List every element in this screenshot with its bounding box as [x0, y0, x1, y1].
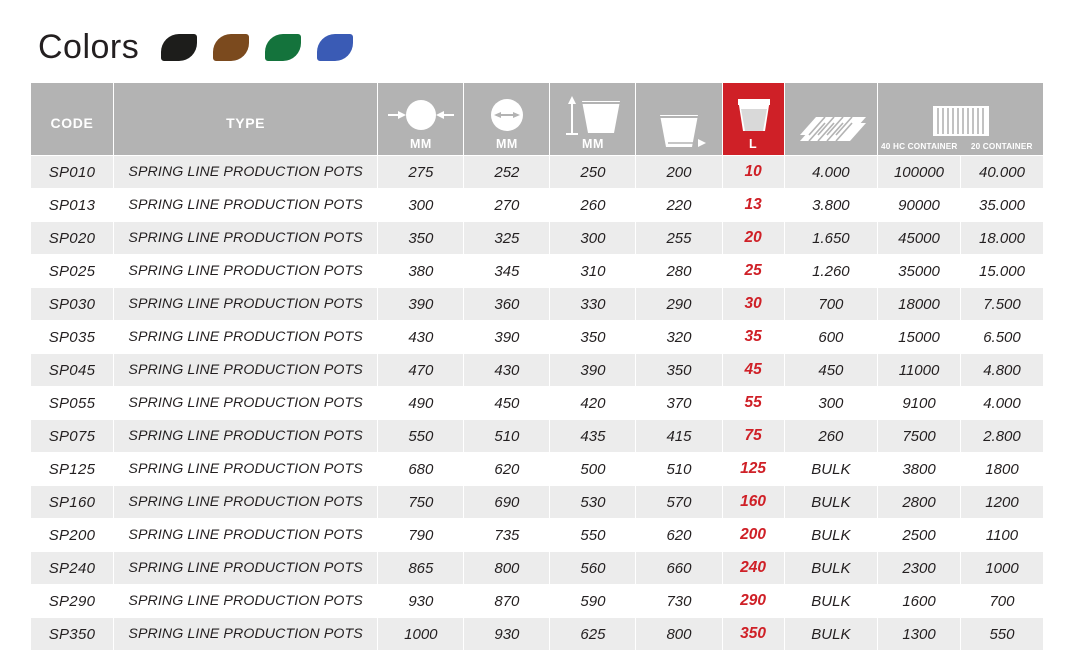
- cell-h2: 415: [636, 420, 722, 453]
- cell-type: SPRING LINE PRODUCTION POTS: [113, 486, 377, 519]
- cell-l: 25: [722, 255, 784, 288]
- cell-d1: 865: [378, 552, 464, 585]
- colors-header: [30, 18, 1044, 76]
- unit-label-mm: MM: [582, 137, 604, 151]
- cell-c40: 7500: [878, 420, 961, 453]
- cell-c20: 1800: [960, 453, 1043, 486]
- cell-h: 625: [550, 618, 636, 651]
- table-row: [31, 189, 1044, 222]
- cell-d1: 550: [378, 420, 464, 453]
- column-header-volume: [722, 83, 784, 156]
- cell-code: SP055: [31, 387, 114, 420]
- cell-c40: 1300: [878, 618, 961, 651]
- column-header-pallet: [784, 83, 877, 156]
- outer-diameter-icon: [378, 87, 463, 137]
- cell-d2: 430: [464, 354, 550, 387]
- cell-code: SP045: [31, 354, 114, 387]
- cell-d2: 270: [464, 189, 550, 222]
- blue-leaf-swatch[interactable]: [317, 34, 353, 61]
- cell-l: 10: [722, 156, 784, 189]
- cell-l: 350: [722, 618, 784, 651]
- cell-c20: 550: [960, 618, 1043, 651]
- cell-c20: 4.000: [960, 387, 1043, 420]
- cell-pallet: 700: [784, 288, 877, 321]
- cell-d1: 300: [378, 189, 464, 222]
- container-icon: [878, 92, 1043, 142]
- cell-d1: 390: [378, 288, 464, 321]
- cell-h2: 730: [636, 585, 722, 618]
- cell-pallet: 3.800: [784, 189, 877, 222]
- cell-c40: 2500: [878, 519, 961, 552]
- cell-h: 390: [550, 354, 636, 387]
- cell-pallet: BULK: [784, 453, 877, 486]
- cell-type: SPRING LINE PRODUCTION POTS: [113, 321, 377, 354]
- cell-l: 240: [722, 552, 784, 585]
- pallet-icon: [785, 101, 877, 151]
- table-row: [31, 321, 1044, 354]
- table-row: [31, 453, 1044, 486]
- cell-c40: 11000: [878, 354, 961, 387]
- cell-h: 560: [550, 552, 636, 585]
- cell-h: 500: [550, 453, 636, 486]
- cell-l: 75: [722, 420, 784, 453]
- table-row: [31, 420, 1044, 453]
- cell-c40: 3800: [878, 453, 961, 486]
- cell-h: 310: [550, 255, 636, 288]
- cell-d1: 380: [378, 255, 464, 288]
- cell-l: 30: [722, 288, 784, 321]
- cell-l: 125: [722, 453, 784, 486]
- cell-type: SPRING LINE PRODUCTION POTS: [113, 354, 377, 387]
- cell-pallet: BULK: [784, 618, 877, 651]
- table-row: [31, 255, 1044, 288]
- cell-type: SPRING LINE PRODUCTION POTS: [113, 222, 377, 255]
- cell-pallet: 450: [784, 354, 877, 387]
- cell-h2: 620: [636, 519, 722, 552]
- cell-type: SPRING LINE PRODUCTION POTS: [113, 189, 377, 222]
- color-swatch-list: [161, 34, 353, 61]
- cell-h: 530: [550, 486, 636, 519]
- cell-code: SP075: [31, 420, 114, 453]
- table-header-row: [31, 83, 1044, 156]
- cell-pallet: BULK: [784, 552, 877, 585]
- table-row: [31, 354, 1044, 387]
- cell-d2: 450: [464, 387, 550, 420]
- cell-pallet: BULK: [784, 486, 877, 519]
- cell-code: SP125: [31, 453, 114, 486]
- column-header-top-diameter: [378, 83, 464, 156]
- cell-d2: 510: [464, 420, 550, 453]
- cell-pallet: BULK: [784, 519, 877, 552]
- cell-h: 350: [550, 321, 636, 354]
- cell-l: 35: [722, 321, 784, 354]
- cell-d1: 275: [378, 156, 464, 189]
- cell-h2: 220: [636, 189, 722, 222]
- cell-l: 13: [722, 189, 784, 222]
- cell-d1: 470: [378, 354, 464, 387]
- cell-type: SPRING LINE PRODUCTION POTS: [113, 585, 377, 618]
- cell-h2: 290: [636, 288, 722, 321]
- cell-type: SPRING LINE PRODUCTION POTS: [113, 156, 377, 189]
- table-row: [31, 288, 1044, 321]
- cell-d1: 680: [378, 453, 464, 486]
- table-row: [31, 552, 1044, 585]
- cell-h2: 350: [636, 354, 722, 387]
- cell-h2: 320: [636, 321, 722, 354]
- cell-code: SP013: [31, 189, 114, 222]
- cell-c20: 7.500: [960, 288, 1043, 321]
- cell-d2: 690: [464, 486, 550, 519]
- product-spec-table: [30, 82, 1044, 651]
- cell-code: SP020: [31, 222, 114, 255]
- cell-c40: 9100: [878, 387, 961, 420]
- unit-label-pallet: [785, 151, 877, 155]
- cell-h2: 570: [636, 486, 722, 519]
- cell-type: SPRING LINE PRODUCTION POTS: [113, 255, 377, 288]
- cell-pallet: 260: [784, 420, 877, 453]
- page-title: Colors: [38, 27, 140, 66]
- cell-d2: 620: [464, 453, 550, 486]
- column-header-bottom-width: [636, 83, 722, 156]
- column-header-containers: [878, 83, 1044, 156]
- cell-l: 200: [722, 519, 784, 552]
- cell-c40: 35000: [878, 255, 961, 288]
- pot-volume-icon: [723, 87, 784, 137]
- cell-code: SP035: [31, 321, 114, 354]
- cell-h: 590: [550, 585, 636, 618]
- table-row: [31, 156, 1044, 189]
- cell-d1: 790: [378, 519, 464, 552]
- cell-pallet: 1.260: [784, 255, 877, 288]
- table-row: [31, 486, 1044, 519]
- cell-c20: 1200: [960, 486, 1043, 519]
- pot-height-icon: [550, 87, 635, 137]
- table-row: [31, 519, 1044, 552]
- inner-diameter-icon: [464, 87, 549, 137]
- cell-c40: 45000: [878, 222, 961, 255]
- unit-label-mm: MM: [409, 137, 432, 151]
- cell-c20: 18.000: [960, 222, 1043, 255]
- cell-h: 250: [550, 156, 636, 189]
- cell-d2: 930: [464, 618, 550, 651]
- cell-l: 45: [722, 354, 784, 387]
- cell-code: SP025: [31, 255, 114, 288]
- cell-c20: 15.000: [960, 255, 1043, 288]
- cell-code: SP030: [31, 288, 114, 321]
- brown-leaf-swatch[interactable]: [213, 34, 249, 61]
- table-row: [31, 618, 1044, 651]
- cell-d2: 800: [464, 552, 550, 585]
- cell-c40: 18000: [878, 288, 961, 321]
- cell-c20: 700: [960, 585, 1043, 618]
- cell-h: 330: [550, 288, 636, 321]
- cell-d2: 345: [464, 255, 550, 288]
- cell-type: SPRING LINE PRODUCTION POTS: [113, 387, 377, 420]
- cell-code: SP160: [31, 486, 114, 519]
- cell-code: SP350: [31, 618, 114, 651]
- cell-l: 160: [722, 486, 784, 519]
- cell-c40: 15000: [878, 321, 961, 354]
- cell-h2: 800: [636, 618, 722, 651]
- cell-c40: 100000: [878, 156, 961, 189]
- cell-d1: 930: [378, 585, 464, 618]
- cell-type: SPRING LINE PRODUCTION POTS: [113, 618, 377, 651]
- cell-code: SP290: [31, 585, 114, 618]
- cell-d1: 750: [378, 486, 464, 519]
- cell-d1: 350: [378, 222, 464, 255]
- cell-l: 55: [722, 387, 784, 420]
- cell-c20: 2.800: [960, 420, 1043, 453]
- table-row: [31, 222, 1044, 255]
- unit-label-mm: MM: [495, 137, 518, 151]
- cell-type: SPRING LINE PRODUCTION POTS: [113, 288, 377, 321]
- cell-h: 300: [550, 222, 636, 255]
- cell-h2: 255: [636, 222, 722, 255]
- table-row: [31, 585, 1044, 618]
- cell-h: 550: [550, 519, 636, 552]
- cell-c20: 40.000: [960, 156, 1043, 189]
- cell-type: SPRING LINE PRODUCTION POTS: [113, 552, 377, 585]
- cell-h: 435: [550, 420, 636, 453]
- cell-pallet: 1.650: [784, 222, 877, 255]
- column-header-height: [550, 83, 636, 156]
- cell-d2: 360: [464, 288, 550, 321]
- cell-type: SPRING LINE PRODUCTION POTS: [113, 453, 377, 486]
- cell-c40: 90000: [878, 189, 961, 222]
- unit-label-mm: [636, 151, 721, 155]
- cell-h: 260: [550, 189, 636, 222]
- cell-h2: 200: [636, 156, 722, 189]
- cell-c20: 35.000: [960, 189, 1043, 222]
- cell-d1: 430: [378, 321, 464, 354]
- cell-d1: 1000: [378, 618, 464, 651]
- cell-pallet: 600: [784, 321, 877, 354]
- cell-d2: 252: [464, 156, 550, 189]
- cell-d2: 390: [464, 321, 550, 354]
- cell-h: 420: [550, 387, 636, 420]
- unit-label-40hc: 40 HC CONTAINER: [881, 142, 958, 151]
- cell-pallet: BULK: [784, 585, 877, 618]
- cell-c40: 1600: [878, 585, 961, 618]
- cell-h2: 510: [636, 453, 722, 486]
- cell-type: SPRING LINE PRODUCTION POTS: [113, 519, 377, 552]
- column-header-type: TYPE: [113, 83, 377, 156]
- column-header-code: CODE: [31, 83, 114, 156]
- cell-c20: 4.800: [960, 354, 1043, 387]
- column-header-bottom-diameter: [464, 83, 550, 156]
- cell-h2: 660: [636, 552, 722, 585]
- cell-c20: 1000: [960, 552, 1043, 585]
- cell-code: SP200: [31, 519, 114, 552]
- table-body: [31, 156, 1044, 651]
- black-leaf-swatch[interactable]: [161, 34, 197, 61]
- cell-pallet: 4.000: [784, 156, 877, 189]
- cell-h2: 280: [636, 255, 722, 288]
- cell-code: SP010: [31, 156, 114, 189]
- cell-c40: 2800: [878, 486, 961, 519]
- cell-h2: 370: [636, 387, 722, 420]
- cell-d2: 870: [464, 585, 550, 618]
- cell-code: SP240: [31, 552, 114, 585]
- pot-bottom-width-icon: [636, 101, 721, 151]
- table-row: [31, 387, 1044, 420]
- cell-c40: 2300: [878, 552, 961, 585]
- unit-label-litre: L: [749, 137, 758, 151]
- green-leaf-swatch[interactable]: [265, 34, 301, 61]
- unit-label-20: 20 CONTAINER: [970, 142, 1033, 151]
- cell-d1: 490: [378, 387, 464, 420]
- cell-pallet: 300: [784, 387, 877, 420]
- cell-l: 290: [722, 585, 784, 618]
- cell-d2: 735: [464, 519, 550, 552]
- cell-l: 20: [722, 222, 784, 255]
- cell-d2: 325: [464, 222, 550, 255]
- cell-c20: 6.500: [960, 321, 1043, 354]
- cell-type: SPRING LINE PRODUCTION POTS: [113, 420, 377, 453]
- cell-c20: 1100: [960, 519, 1043, 552]
